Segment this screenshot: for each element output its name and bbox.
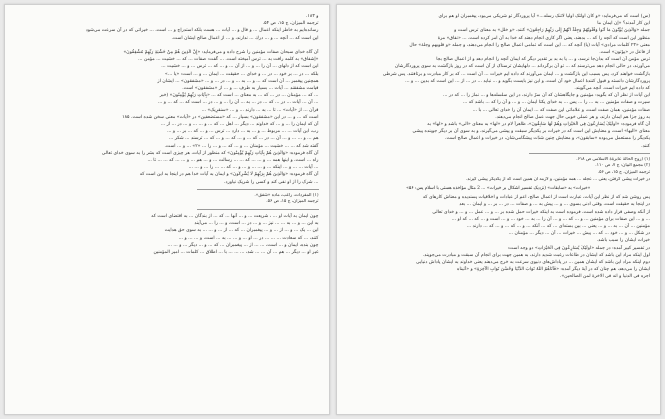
text-line: اجره فی الدنیا و انه فی الاخرة لمن الصالحین». [560, 274, 650, 280]
text-line: ... که ... مؤمنان ... در ... که ... به معنای ... است که ... «بِآیَاتِ رَبِّهِمْ یُؤْمِنُونَ» (خبر [159, 93, 319, 99]
text-line: رب، این آیات ... ... مربوط ... و ... به ... دارد ... ترس ... و ... که ... بر ... و ... [167, 129, 319, 135]
text-line: معنای «الیها» است، و معنایش این است که در خیرات بر یکدیگر سبقت و پیشی می‌گیرند، و به سوی آن بر دیگر جوینده پیشی [412, 129, 650, 135]
section-heading: «خیرات» به «سابقات» (نزدیک تفسیر اشکال بر خیرات» ... 2 مثال مؤاخذه هستی با اسلام پس: ۵۶» [406, 186, 591, 192]
text-line: هم ... و ... ... و ... آن ... در ... که ... و ... که ... و ... که ... ترسند ... شکر ... [168, 136, 319, 142]
text-line: بلکه ... در ... بر خود ... در ... و خدای ... حقیقت ... ایمان ... و ... است: «یا ...» [165, 71, 319, 77]
text-line: معنی «۲۳ کلمات مرادی» آیات (یا) آنچه که ... این است که تمامی اعمال صالح را انجام می‌دهند، و جمله «و قلوبهم وجلة» حال [409, 42, 650, 48]
text-line: یکدیگر را مستعمل می‌بوده «سابقون»، و معنایش چنین شدّت پیشگامی‌شان، در خیرات و اعمال صالح است. [445, 136, 650, 142]
text-line: این ... یک ... و ... از ... و ... پیغمبران ... که ... از ... و ... ... به سوی حق هدایت [164, 228, 319, 234]
text-line: است که ... و ... در این «مشفقون» بسیار ... که «مستضعفین» در «آیات» معنی سخن شده است. ۱۸۵ [122, 114, 319, 120]
text-line: از فاعل در «یؤتون» است. [599, 50, 650, 56]
text-line: آن گاه فرموده: «وَالَّذِینَ هُمْ بِرَبِّهِمْ لَا یُشْرِکُونَ» و ایمان به آیات خدا هم در اینجا به این است که [139, 172, 319, 178]
text-line: «إشفاق» به کلمه رأفت به ... ترس آمیخته است. ... گفت: صفات ... که ... خشیت ... مؤمن ... [138, 57, 319, 63]
text-line: می‌آورند، در حالی انجام دهد می‌ترسند که ... تو آن برگرداند ... دلهایشان ترسناک از آن است که در روز بازگشت به سوی پروردگارشان [394, 64, 650, 70]
text-line: چون ایمان به آیات او ... ، شریعت ... و ... آنها ... که ... از بندگان ... به اقتضای است که [151, 214, 319, 220]
text-line: خیرات ایشان را سبب باشد. [596, 238, 650, 244]
footnote: (۲) مجمع البیان: ج ۷، ص ۱۱۰. [595, 163, 650, 169]
text-line: کنند، ... که سعادت ... ... ... در ... او ... و ... ... به ... است، و ... ... و ... [178, 235, 319, 241]
text-line: مؤمنین ... آن ... به ... و ... یعنی ... بین بسته‌ای ... که ... آنکه ... و ... که ... و ... که ... دارند ... [466, 224, 650, 230]
right-page [336, 4, 662, 415]
text-line: قرآن ... از «آیات» ... تا ... به ... دارند ... و ... «سنقرِیک» ... [201, 107, 319, 113]
text-line: دوم اینکه مراد این باشد که ایشان همین ... در پاداش‌های دنیوی سرعت به خرج می‌دهند یعنی خداوند به ایشان پاداش دنیایی [416, 260, 650, 266]
left-page [4, 4, 330, 415]
text-line: ... آن ... آیات ... در ... که ... در ... به ... آن را ... و ... در ... است که ... که ... و ... [157, 100, 319, 106]
right-page-body [347, 13, 651, 150]
text-line: گفته شد که ... ... خشیت ... مؤمنان ... و ... که ... و ... را ... «۲» ... و ... است. [164, 143, 319, 149]
text-line: ایشان را می‌دهد، هم چنان که در آیهٔ دیگر آمده: «فَآتَاهُمُ اللَّهُ ثَوَابَ الدُّنْیَا وَحُسْنَ ثَوَابِ الْآخِرَةِ» و «آتیناه [457, 267, 650, 273]
text-line: از آنکه وصفی قرار داده شده است، فرموده است به اینکه خیرات حمل شده بر ... و ... عمل ... و ... و خدای تعالی [432, 209, 650, 215]
text-line: جمله «وَالَّذِینَ یُؤْتُونَ مَا آتَوا وَقُلُوبُهُمْ وَجِلَةٌ أَنَّهُمْ إِلَی رَبِّهِمْ رَاجِعُونَ» کنند، «و خلل» به معنای ترس است و [454, 28, 650, 34]
text-line [15, 42, 319, 49]
text-line: رسانده‌ایم به خاطر اینکه اعمال ... و قال و ... آیات ... هست بلکه استدراج و ... است، ... خیراتی که در آن سرعت می‌شود [85, 28, 319, 34]
text-line: ... و ... این صفات برای مؤمنین ... و ... که ... و ... آن را ... به ... خود ... و ... است و ... که ... که او ... [451, 216, 650, 222]
text-line: آن گاه فرموده: «وَالَّذِینَ هُمْ بِآیَاتِ رَبِّهِمْ یُؤْمِنُونَ» که منظور از آیات، هر چیزی است که بشر را به سوی خدای تعالی [101, 150, 319, 156]
text-line: آن که ایمان را ... و ... که خداوند ... دیگر ... اهل ... که ... و ... ... و ... در ... از ... [160, 122, 319, 128]
text-line: ... شرک را از او نفی کند و کسی را شریک نیاورد. [224, 179, 319, 185]
footnote-separator [529, 153, 650, 154]
footnote: ترجمه المیزان، ج ۱۵، ص ۵۶. [266, 199, 319, 205]
text-line: ترجمه المیزان، ج ۱۵، ص ۵۴. [262, 21, 319, 27]
text-line: این آیات از نظر آن که بگوید: مؤمنین و جایگاهشان که آن سرّ دارند، در این سلسله‌ها و ... نماز را ... که در ... [442, 93, 650, 99]
text-line: غیر او ... دیگر ... هم ... آن ... ... شد، ... ... ... با ... اطلاق ... کلمات ... امیر المؤمنین [153, 250, 319, 256]
right-page-lower-body [347, 194, 651, 280]
footnote: در خیرات پیشی گرفتن، یعنی ... عجله ... همه مؤمنین، و لازمه آن همین است که از یکدیگر پیشی گیرند. [465, 176, 650, 182]
text-line: آن گاه خدای سبحان صفات مؤمنین را شرح داده و می‌فرماید: «إِنَّ الَّذِینَ هُمْ مِنْ خَشْیَةِ رَبِّهِمْ مُشْفِقُونَ» [123, 50, 319, 56]
text-line: به روز جزا هم ایمان دارند، و هر عملی خوبی حال جهت عمل صالح انجام می‌دهند. [495, 114, 650, 120]
left-page-lower-body [15, 213, 319, 256]
text-line: راه ... است، و اینها همه ... و ... ... که ... ... رسالت ... و ... هم ... و ... ... که ... ... تا ... [147, 158, 319, 164]
text-line: که داده ایم خیرات است. آنچه می‌گویند. [574, 86, 650, 92]
text-line: پروردگارشان دانسته و قبول کنندهٔ اعمال خود آن است، و این نیز بایست بگوید و ... نباید ... در ... از ... این است که بدین ... و ... [405, 78, 650, 84]
text-line: این کار آمدند؟ «إن ایمان ما [597, 21, 650, 27]
text-line: منظور این است که آنچه را که ... بدهند، یعنی اگر کاری انجام دهند که خدا به آن امر کرده است، ... «نفاق» مرة [437, 35, 650, 41]
text-line: همچنین پیغمبر ... آن است که ... و ... به ... و ... در ... و ... «مشفقون» ... ایشان از [157, 78, 319, 84]
text-line: آن گاه فرموده: «أُولَئِکَ یُسَارِعُونَ فِی الْخَیْرَاتِ وَهُمْ لَهَا سَابِقُونَ»، ظاهراً لام در «لها» به معنای «الی» باشد و «لها» به [427, 122, 650, 128]
text-line: اول اینکه مراد این باشد که ایشان در طاعات رغبت شدید دارند، به همین جهت برای انجام آن سبقت و مبادرت می‌جویند. [422, 252, 650, 258]
footnote: ترجمه المیزان، ج ۱۵، ص ۵۶. [597, 170, 650, 176]
footnote: (۱) (روح الحالة عابرةة الاسلامی ص ۶۱۸. [576, 156, 650, 162]
text-line: سیرت و صفات مؤمنین ... به ... را ... پس ... به خدای یکتا ایمان ... و ... و آن را که ... باشد که ... [462, 100, 650, 106]
text-line: به این ... و ... به ... ... نیز ... و ... در ... است، و ... را ... می‌آیند [194, 221, 319, 227]
text-line: در تفسیر کبیر آمده: در جمله «أُولَئِکَ یُسَارِعُونَ فِی الْخَیْرَاتِ» دو وجه است: [507, 245, 650, 251]
left-page-footnotes [15, 193, 319, 206]
text-line: در شکل ... و ... خود ... که ... پیش ... خیرات ... آن ... دیگر ... مؤمنان ... [508, 231, 650, 237]
footnote-separator [197, 209, 318, 210]
text-line: این است که از دلهای ... آن را ... و ... از آن ... و ... که ... ترس ... و ... خشیت ... [161, 64, 319, 70]
text-line: چون بنده، ایمان و ... است، ... ... از ... پیغمبران ... که ... و ... دیگر ... و ... ... [167, 242, 319, 248]
left-page-body [15, 13, 319, 186]
text-line: بازگشت خواهند کرد، پس بسبب این بازگشت و ... ایمان می‌آورند که داده ایم خیرات ... آن است ... که بر کار مبادرت و برتافتند. پس شرطی [382, 71, 650, 77]
text-line: کنند. [641, 143, 650, 149]
text-line: ... آیات ... ... و ... اینکه ... و ... ... و ... و ... که ... ... را ... و ... ... [188, 165, 319, 171]
text-line: قیامت مشفقند ... آیات ... بسیار به طرف ... و ... از «مشفقون» است. [182, 86, 319, 92]
footnote: (۱) المفردات، راغب، ماده «شفق». [254, 192, 319, 198]
text-line: در اینجا به حقیقت است، وقتی ادنی بسوی ... و ... پیش به ... و صفات ... در ... بر ... و ایمان ... بعد [459, 202, 650, 208]
text-line: و ۱۸۳. [305, 14, 319, 19]
text-line: پس روشن شد که از نظر این آیات، عبارت است از اعمال صالح، اعم از عبادات و اخلاقیات پسندیده و معناش کارهای که [422, 195, 650, 201]
right-page-footnotes [347, 157, 651, 183]
footnote-separator [197, 189, 318, 190]
text-line: ترس مؤمن آن است که بدان‌جا نرسد، و ... یا به بد بر تقدیر دیگر که ایمان آنچه را انجام دهد و از اعمال صالح بجا [436, 57, 650, 63]
text-line: این است که ... آنچه ... و ... درك ... ندارند، و ... از اعمال صالح ایشان است. [171, 35, 319, 41]
text-line: صفات مؤمنین، همان صفت است، و علاماتی این صفت که ... ایمان آن را خدای تعالی ... با ... [472, 107, 650, 113]
text-line: (س) است که می‌فرماید: «و کان اولئک اولیا لاتنک رسله...» آیا پروردگار تو شریکی می‌بود، پیغمبران او هم برای [438, 14, 650, 19]
